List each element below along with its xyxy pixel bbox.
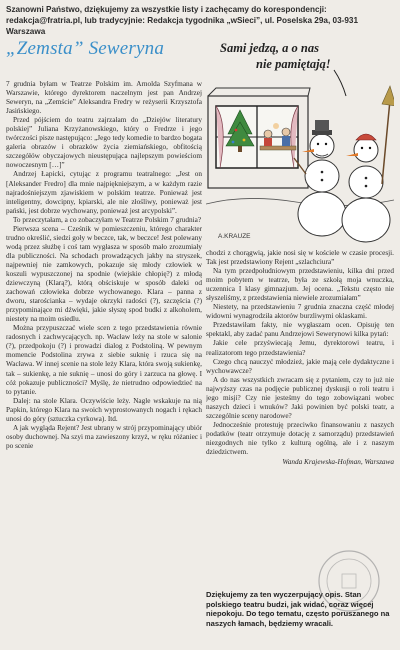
col1-para-7: Dalej: na stole Klara. Oczywiście leży. Nagle wskakuje na nią Papkin, którego Klara na swoich wyprostowanych nogach i rękach unosi do góry (sztuczka cyrkowa). Itd.	[6, 396, 202, 423]
header-line-1: Szanowni Państwo, dziękujemy za wszystkie listy i zachęcamy do korespondencji:	[6, 5, 327, 14]
col2-para-4: Przedstawiłam fakty, nie wygłaszam ocen. Opisuję ten spektakl, aby zadać panu Andrzejowi Sewerynowi kilka pytań:	[206, 321, 394, 339]
col1-para-3: Andrzej Łapicki, cytując z programu teatralnego: „Jest on [Aleksander Fredro] dla mnie najpiękniejszym, a w każdym razie najradośniejszym zjawiskiem w polskim teatrze. Ponieważ jest inteligentny, dowcipny, kpiarski, ale nie złośliwy, ponieważ jest pański, jest dobrze wychowany, ponieważ jest arcypolski”.	[6, 170, 202, 215]
col2-para-5: Jakie cele przyświecają Jemu, dyrektorowi teatru, i realizatorom tego przedstawienia?	[206, 339, 394, 357]
cartoon	[206, 34, 394, 246]
editor-note: Dziękujemy za ten wyczerpujący opis. Stan polskiego teatru budzi, jak widać, coraz więcej niepokoju. Do tego tematu, często poruszanego na naszych łamach, będziemy wracali.	[206, 590, 390, 628]
col1-para-4: To przeczytałam, a co zobaczyłam w Teatrze Polskim 7 grudnia?	[13, 215, 202, 224]
col1-para-8: A jak wygląda Rejent? Jest ubrany w strój przypominający ubiór osoby duchownej. Na szyi ma zawieszony krzyż, w ręku różaniec i po scenie	[6, 423, 202, 450]
col2-para-8: Jednocześnie protestuję przeciwko finansowaniu z naszych podatków (teatr otrzymuje dotację z samorządu) przedstawień niezgodnych nie tylko z kulturą ogólną, ale i z naszym dziedzictwem.	[206, 420, 394, 457]
cartoon-drawing	[206, 34, 394, 246]
col2-para-7: A do nas wszystkich zwracam się z pytaniem, czy to już nie najwyższy czas na podjęcie publicznej dyskusji o roli teatru i jego misji? Czy nie jesteśmy do tego zobowiązani wobec naszych dzieci i wnuków? Jaki powinien być polski teatr, a szczególnie sceny narodowe?	[206, 375, 394, 420]
col1-para-1: 7 grudnia byłam w Teatrze Polskim im. Arnolda Szyfmana w Warszawie, którego dyrektorem naczelnym jest pan Andrzej Seweryn, na „Zemście” Aleksandra Fredry w reżyserii Krzysztofa Jasińskiego.	[6, 80, 202, 116]
col1-para-6: Można przypuszczać wiele scen z tego przedstawienia równie radosnych i zachwycających. np. Wacław leży na stole w salonie (?), przedpokoju (?) i prowadzi dialog z Podstoliną. W pewnym momencie Podstolina zrywa z siebie suknię i rzuca się na Wacława. W innej scenie na stole leży Klara, która swoją sukienkę, tak – sukienkę, a nie suknię – unosi do góry i zarzuca na głowę. I cóż pokazuje publiczności? Myślę, że nietrudno odpowiedzieć na to pytanie.	[6, 324, 202, 396]
letter-signature: Wanda Krajewska-Hofman, Warszawa	[282, 458, 394, 467]
col2-para-2: Na tym przedpołudniowym przedstawieniu, kilka dni przed moim pobytem w teatrze, była ze szkołą moja wnuczka, uczennica I klasy gimnazjum. Jej ocena. „Tekstu często nie słyszeliśmy, z przedstawienia niewiele zrozumiałam”	[206, 267, 394, 303]
cartoon-caption-2: nie pamiętają!	[256, 57, 331, 71]
col1-para-2: Przed pójściem do teatru zajrzałam do „Dziejów literatury polskiej” Juliana Krzyżanowskiego, który o Fredrze i jego twórczości pisze następująco: „Jego tedy komedie to bardzo bogata galeria obrazów i obrazków życia ziemiańskiego, obfitością szczegółów obyczajowych nieustępująca najlepszym powieściom nowoczesnym […]”	[6, 116, 202, 170]
col1-para-5: Pierwsza scena – Cześnik w pomieszczeniu, którego charakter trudno określić, siedzi goły w beczce, tak, w beczce! Jest polewany wodą przez służbę i coś tam wygłasza w sposób mało zrozumiały dla publiczności. Na schodach prowadzących jakby na stryszek, najpewniej nie zamkowych, pokazuje się młody człowiek w koszuli wypuszczonej na spodnie (wiejskie chłopię?) z młodą dziewczyną (Klarą?), którą obściskuje w sposób daleki od zachowań człowieka dobrze wychowanego. Klara – panna z dworu, starościanka – wydaje okrzyki radości (?), szczęścia (?) przypominające mi dźwięki, jakie słyszę spod budki z alkoholem, niestety na moim osiedlu.	[6, 224, 202, 324]
article-title: „Zemsta” Seweryna	[6, 38, 165, 59]
col2-para-6: Czego chcą nauczyć młodzież, jakie mają cele dydaktyczne i wychowawcze?	[206, 357, 394, 375]
cartoon-caption-1: Sami jedzą, a o nas	[220, 41, 319, 55]
article-column-2	[206, 249, 394, 554]
col2-para-3: Niestety, na przedstawieniu 7 grudnia znaczna część młodej widowni wynagrodziła aktorów burzliwymi oklaskami.	[206, 303, 394, 321]
col2-para-1: chodzi z chorągwią, jakie nosi się w kościele w czasie procesji. Tak jest przedstawiony Rejent „szlachciura”	[206, 249, 394, 267]
letters-header	[6, 4, 394, 37]
cartoon-artist: A.KRAUZE	[218, 233, 251, 240]
article-column-1	[6, 80, 202, 648]
header-line-2: redakcja@fratria.pl, lub tradycyjnie: Redakcja tygodnika „wSieci”, ul. Poselska 29a, 03-931 Warszawa	[6, 16, 359, 36]
